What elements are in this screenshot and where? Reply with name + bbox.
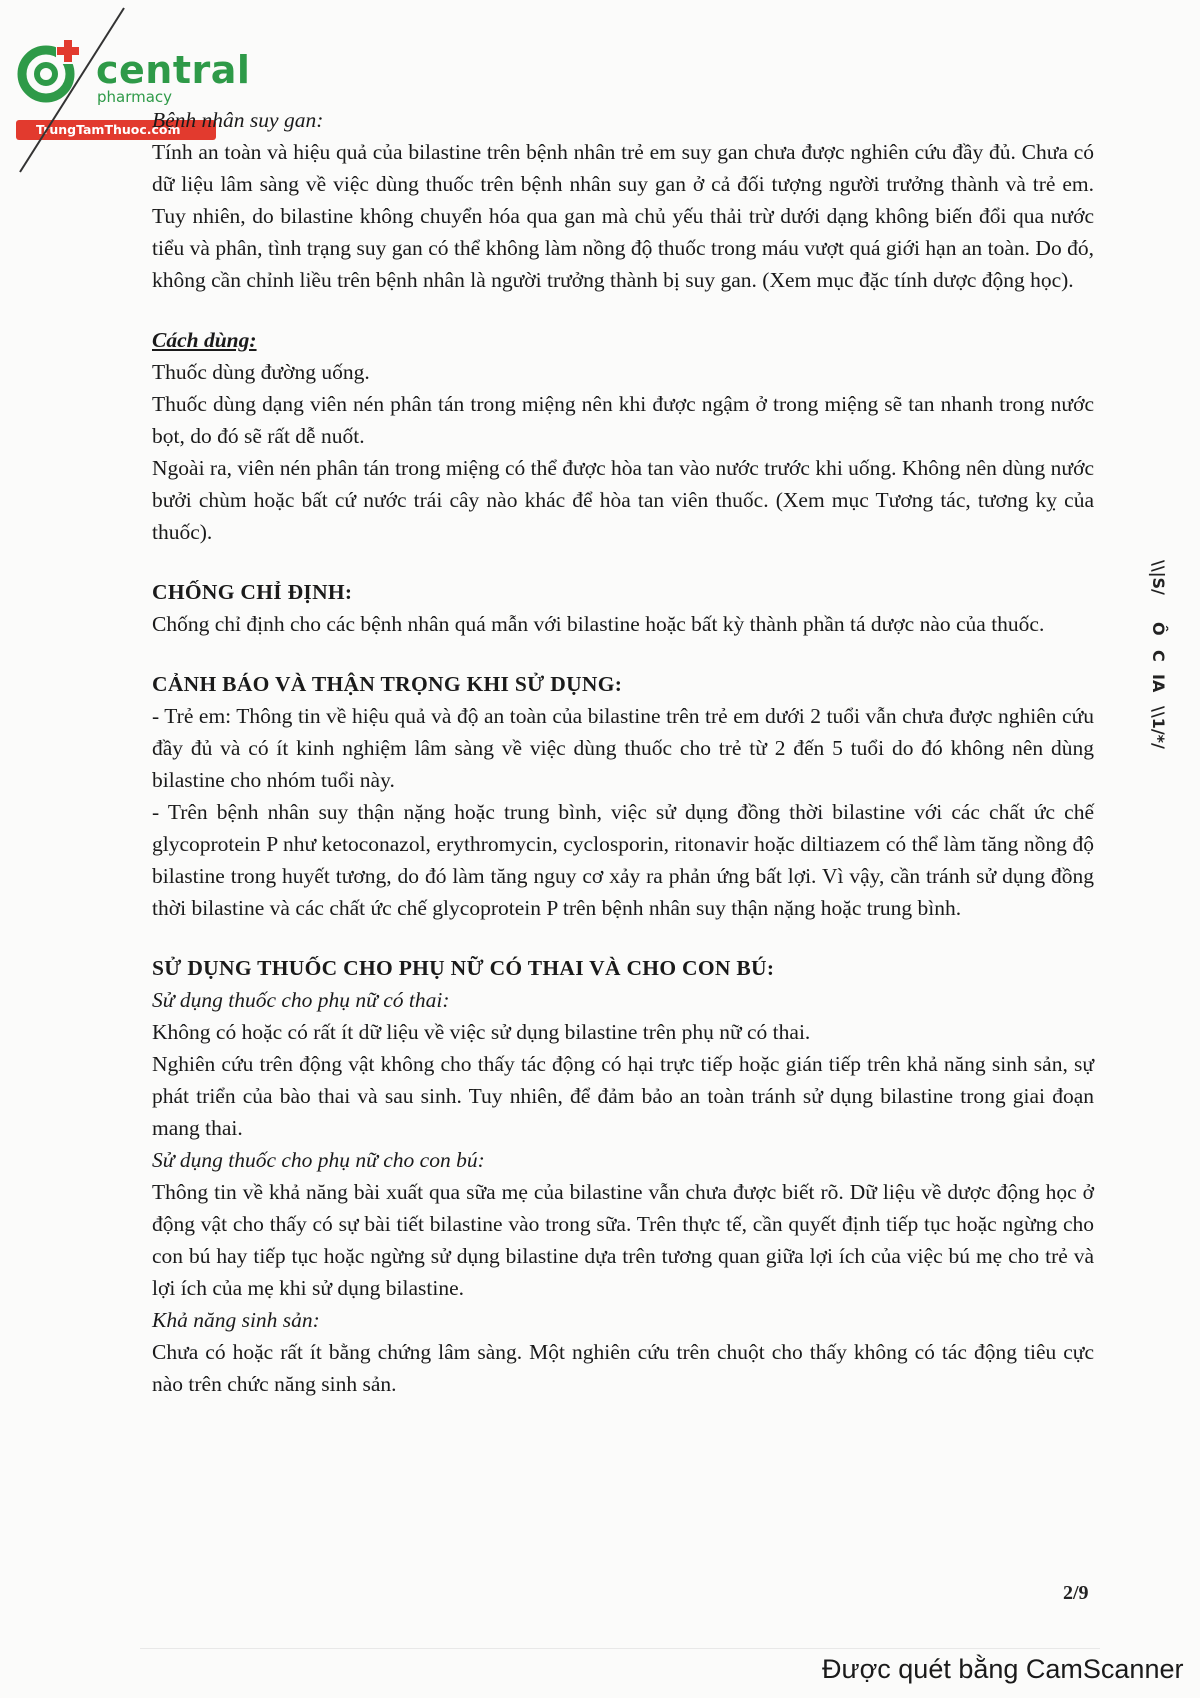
- section-heading: CHỐNG CHỈ ĐỊNH:: [152, 580, 353, 604]
- logo-banner: TrungTamThuoc.com: [16, 120, 216, 140]
- body-paragraph: - Trên bệnh nhân suy thận nặng hoặc trung bình, việc sử dụng đồng thời bilastine với các chất ức chế glycoprotein P như ketoconazol, erythromycin, cyclosporin, ritonavir hoặc diltiazem có thể làm tăng nồng độ bilastine trong huyết tương, do đó làm tăng nguy cơ xảy ra phản ứng bất lợi. Vì vậy, cần tránh sử dụng đồng thời bilastine và các chất ức chế glycoprotein P trên bệnh nhân suy thận nặng hoặc trung bình.: [152, 800, 1094, 920]
- document-body: [152, 104, 1094, 1400]
- logo-brand-text: central: [96, 48, 251, 92]
- page-number: 2/9: [1063, 1582, 1089, 1604]
- body-paragraph: Thông tin về khả năng bài xuất qua sữa mẹ của bilastine vẫn chưa được biết rõ. Dữ liệu về dược động học ở động vật cho thấy có sự bài tiết bilastine vào trong sữa. Trên thực tế, cần quyết định tiếp tục hoặc ngừng cho con bú hay tiếp tục hoặc ngừng sử dụng bilastine dựa trên tương quan giữa lợi ích của việc bú mẹ cho trẻ và lợi ích của mẹ khi sử dụng bilastine.: [152, 1180, 1094, 1300]
- body-paragraph: - Trẻ em: Thông tin về hiệu quả và độ an toàn của bilastine trên trẻ em dưới 2 tuổi vẫn chưa được nghiên cứu đầy đủ và có ít kinh nghiệm lâm sàng về việc dùng thuốc cho trẻ từ 2 đến 5 tuổi do đó không nên dùng bilastine cho nhóm tuổi này.: [152, 704, 1094, 792]
- divider: [140, 1648, 1100, 1649]
- section-gap: [152, 296, 1094, 324]
- subsection-heading: Sử dụng thuốc cho phụ nữ cho con bú:: [152, 1148, 485, 1172]
- section-heading: SỬ DỤNG THUỐC CHO PHỤ NỮ CÓ THAI VÀ CHO CON BÚ:: [152, 956, 775, 980]
- margin-mark: C: [1149, 650, 1168, 662]
- body-paragraph: Thuốc dùng dạng viên nén phân tán trong miệng nên khi được ngậm ở trong miệng sẽ tan nhanh trong nước bọt, do đó sẽ rất dễ nuốt.: [152, 392, 1094, 448]
- margin-mark: \\1/*/: [1149, 706, 1168, 749]
- section-gap: [152, 924, 1094, 952]
- subsection-heading: Cách dùng:: [152, 328, 257, 352]
- camscanner-watermark: Được quét bằng CamScanner: [822, 1654, 1184, 1684]
- pen-stroke-mark: [0, 0, 140, 180]
- body-paragraph: Thuốc dùng đường uống.: [152, 360, 370, 384]
- margin-mark: Ô: [1149, 622, 1168, 636]
- body-paragraph: Chưa có hoặc rất ít bằng chứng lâm sàng. Một nghiên cứu trên chuột cho thấy không có tác động tiêu cực nào trên chức năng sinh sản.: [152, 1340, 1094, 1396]
- logo-sub-text: pharmacy: [97, 88, 173, 106]
- body-paragraph: Nghiên cứu trên động vật không cho thấy tác động có hại trực tiếp hoặc gián tiếp trên khả năng sinh sản, sự phát triển của bào thai và sau sinh. Tuy nhiên, để đảm bảo an toàn tránh sử dụng bilastine trong giai đoạn mang thai.: [152, 1052, 1094, 1140]
- section-gap: [152, 640, 1094, 668]
- section-gap: [152, 548, 1094, 576]
- margin-stamp-marks: [1149, 560, 1190, 760]
- subsection-heading: Khả năng sinh sản:: [152, 1308, 320, 1332]
- subsection-heading: Bệnh nhân suy gan:: [152, 108, 324, 132]
- margin-mark: \\|S/: [1149, 560, 1168, 595]
- section-heading: CẢNH BÁO VÀ THẬN TRỌNG KHI SỬ DỤNG:: [152, 672, 623, 696]
- body-paragraph: Không có hoặc có rất ít dữ liệu về việc sử dụng bilastine trên phụ nữ có thai.: [152, 1020, 811, 1044]
- subsection-heading: Sử dụng thuốc cho phụ nữ có thai:: [152, 988, 450, 1012]
- body-paragraph: Chống chỉ định cho các bệnh nhân quá mẫn với bilastine hoặc bất kỳ thành phần tá dược nào của thuốc.: [152, 612, 1045, 636]
- body-paragraph: Tính an toàn và hiệu quả của bilastine trên bệnh nhân trẻ em suy gan chưa được nghiên cứu đầy đủ. Chưa có dữ liệu lâm sàng về việc dùng thuốc trên bệnh nhân suy gan ở cả đối tượng người trưởng thành và trẻ em. Tuy nhiên, do bilastine không chuyển hóa qua gan mà chủ yếu thải trừ dưới dạng không biến đổi qua nước tiểu và phân, tình trạng suy gan có thể không làm nồng độ thuốc trong máu vượt quá giới hạn an toàn. Do đó, không cần chỉnh liều trên bệnh nhân là người trưởng thành bị suy gan. (Xem mục đặc tính dược động học).: [152, 140, 1094, 292]
- margin-mark: IA: [1149, 674, 1168, 693]
- body-paragraph: Ngoài ra, viên nén phân tán trong miệng có thể được hòa tan vào nước trước khi uống. Không nên dùng nước bưởi chùm hoặc bất cứ nước trái cây nào khác để hòa tan viên thuốc. (Xem mục Tương tác, tương kỵ của thuốc).: [152, 456, 1094, 544]
